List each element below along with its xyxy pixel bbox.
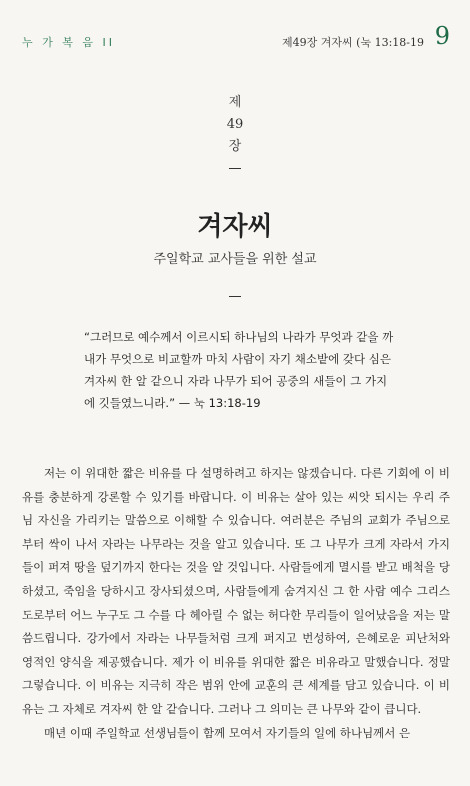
chapter-marker-prefix: 제 [228,95,242,110]
chapter-marker-suffix: 장 [228,139,242,154]
section-divider [229,296,241,297]
running-head-chapter: 제49장 겨자씨 (눅 13:18-19 [282,36,424,49]
chapter-marker-number: 49 [226,117,244,132]
body-paragraph: 저는 이 위대한 짧은 비유를 다 설명하려고 하지는 않겠습니다. 다른 기회에 이 비유를 충분하게 강론할 수 있기를 바랍니다. 이 비유는 살아 있는 씨앗 되시는 우리 주님 자신을 가리키는 말씀으로 이해할 수 있습니다. 여러분은 주님의 교회가 주님으로부터 싹이 나서 자라는 나무라는 것을 알고 있습니다. 또 그 나무가 크게 자라서 가지들이 퍼져 땅을 덮기까지 한다는 것을 알 것입니다. 사람들에게 멸시를 받고 배척을 당하셨고, 죽임을 당하시고 장사되셨으며, 사람들에게 숨겨지신 그 한 사람 예수 그리스도로부터 어느 누구도 그 수를 다 헤아릴 수 없는 허다한 무리들이 일어났음을 저는 말씀드립니다. 강가에서 자라는 나무들처럼 크게 퍼지고 번성하여, 은혜로운 피난처와 영적인 양식을 제공했습니다. 제가 이 비유를 위대한 짧은 비유라고 말했습니다. 정말 그렇습니다. 이 비유는 지극히 작은 범위 안에 교훈의 큰 세계를 담고 있습니다. 이 비유는 그 자체로 겨자씨 한 알 같습니다. 그러나 그 의미는 큰 나무와 같이 큽니다. [22,466,450,716]
chapter-title: 겨자씨 [197,212,273,242]
chapter-subtitle: 주일학교 교사들을 위한 설교 [153,252,317,267]
sermon-body [22,462,450,745]
chapter-marker-dash [229,168,241,169]
chapter-number-marker [0,92,470,169]
page-number: 9 [434,22,450,50]
scripture-epigraph: “그러므로 예수께서 이르시되 하나님의 나라가 무엇과 같을 까 내가 무엇으로 비교할까 마치 사람이 자기 채소밭에 갖다 심은 겨자씨 한 알 같으니 자라 나무가 되어 공중의 새들이 그 가지에 깃들였느니라.” — 눅 13:18-19 [84,330,394,410]
running-head-book-title: 누 가 복 음 II [22,36,115,49]
body-paragraph: 매년 이때 주일학교 선생님들이 함께 모여서 자기들의 일에 하나님께서 은 [44,725,411,740]
